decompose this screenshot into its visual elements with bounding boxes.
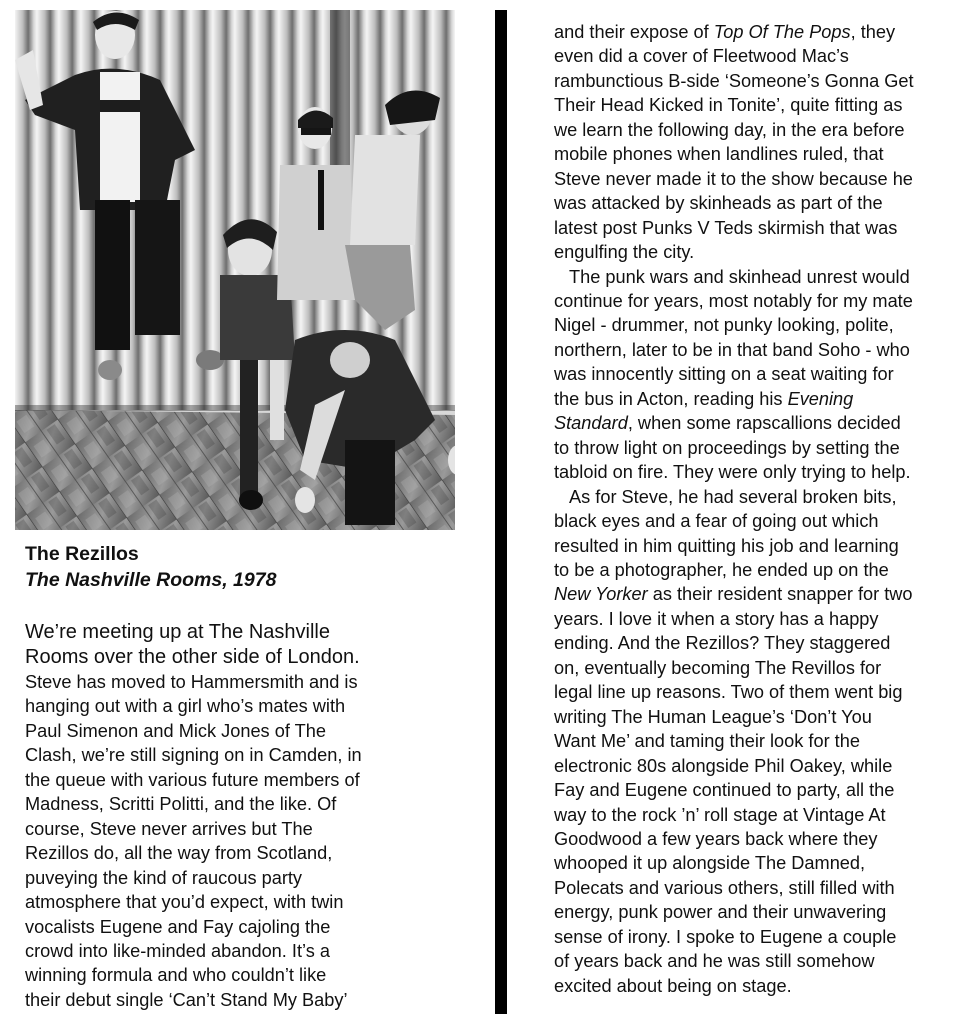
text-line: [554, 607, 954, 631]
text-segment: electronic 80s alongside Phil Oakey, while: [554, 755, 893, 776]
text-segment: Goodwood a few years back where they: [554, 828, 878, 849]
text-segment: the bus in Acton, reading his: [554, 388, 788, 409]
text-line: puveying the kind of raucous party: [25, 867, 303, 888]
text-line: [554, 949, 954, 973]
text-segment: Fay and Eugene continued to party, all the: [554, 780, 895, 801]
text-segment: tabloid on fire. They were only trying to help.: [554, 462, 911, 483]
text-line: [554, 754, 954, 778]
text-line: their debut single ‘Can’t Stand My Baby’: [25, 989, 348, 1010]
text-segment: , they: [850, 22, 896, 42]
text-line: [554, 705, 954, 729]
text-line: [554, 240, 954, 264]
text-segment: northern, later to be in that band Soho - who: [554, 339, 910, 360]
text-line: [554, 191, 954, 215]
text-line: [554, 411, 954, 435]
text-segment: latest post Punks V Teds skirmish that was: [554, 217, 898, 238]
text-segment: we learn the following day, in the era before: [554, 119, 905, 140]
lead-line: We’re meeting up at The Nashville: [25, 621, 330, 643]
text-line: [554, 680, 954, 704]
text-segment: Their Head Kicked in Tonite’, quite fitting as: [554, 95, 903, 116]
text-line: [554, 69, 954, 93]
photograph-icon: [15, 10, 455, 530]
text-segment: , when some rapscallions decided: [627, 413, 901, 434]
text-line: [554, 44, 954, 68]
text-line: [554, 876, 954, 900]
text-line: winning formula and who couldn’t like: [25, 965, 327, 986]
text-segment: way to the rock ’n’ roll stage at Vintage At: [554, 804, 886, 825]
text-segment: whooped it up alongside The Damned,: [554, 853, 866, 874]
text-line: [554, 778, 954, 802]
text-line: Clash, we’re still signing on in Camden, in: [25, 745, 362, 766]
text-segment: energy, punk power and their unwavering: [554, 902, 887, 923]
text-line: [554, 803, 954, 827]
left-column-text: [25, 620, 405, 1012]
text-segment: was innocently sitting on a seat waiting for: [554, 364, 894, 385]
text-line: [554, 142, 954, 166]
text-segment: Want Me’ and taming their look for the: [554, 731, 860, 752]
lead-line: Rooms over the other side of London.: [25, 646, 360, 668]
text-line: [554, 387, 954, 411]
text-line: [554, 925, 954, 949]
text-line: Paul Simenon and Mick Jones of The: [25, 720, 326, 741]
text-segment: black eyes and a fear of going out which: [554, 511, 879, 532]
text-line: course, Steve never arrives but The: [25, 818, 313, 839]
text-segment: ending. And the Rezillos? They staggered: [554, 633, 891, 654]
band-photo: [15, 10, 455, 530]
text-segment: to be a photographer, he ended up on the: [554, 559, 889, 580]
text-segment: legal line up reasons. Two of them went big: [554, 682, 903, 703]
text-segment: was attacked by skinheads as part of the: [554, 193, 883, 214]
text-segment: even did a cover of Fleetwood Mac’s: [554, 46, 849, 67]
text-line: [554, 93, 954, 117]
text-segment: rambunctious B-side ‘Someone’s Gonna Get: [554, 70, 914, 91]
text-line: [554, 631, 954, 655]
text-line: [554, 338, 954, 362]
text-line: [554, 582, 954, 606]
text-line: atmosphere that you’d expect, with twin: [25, 892, 344, 913]
italic-title: Evening: [787, 388, 854, 409]
italic-title: Top Of The Pops: [713, 22, 851, 42]
text-line: [554, 118, 954, 142]
text-segment: Steve never made it to the show because he: [554, 168, 913, 189]
text-line: [554, 20, 954, 44]
text-line: [554, 216, 954, 240]
text-segment: continue for years, most notably for my mate: [554, 290, 913, 311]
text-line: [554, 313, 954, 337]
text-line: [554, 485, 954, 509]
text-segment: As for Steve, he had several broken bits,: [569, 486, 897, 507]
text-line: Steve has moved to Hammersmith and is: [25, 672, 358, 692]
text-segment: and their expose of: [554, 22, 714, 42]
text-line: [554, 974, 954, 998]
caption-title: The Rezillos: [25, 543, 139, 565]
text-segment: mobile phones when landlines ruled, that: [554, 144, 884, 165]
text-line: [554, 900, 954, 924]
text-segment: on, eventually becoming The Revillos for: [554, 657, 882, 678]
text-segment: resulted in him quitting his job and learning: [554, 535, 899, 556]
italic-title: Standard: [554, 413, 628, 434]
right-column-text: [554, 20, 954, 998]
italic-title: New Yorker: [554, 584, 648, 605]
text-line: [554, 558, 954, 582]
text-line: [554, 167, 954, 191]
text-segment: Polecats and various others, still filled with: [554, 877, 895, 898]
text-line: [554, 362, 954, 386]
text-segment: writing The Human League’s ‘Don’t You: [554, 706, 872, 727]
text-line: [554, 827, 954, 851]
text-line: [554, 656, 954, 680]
text-segment: as their resident snapper for two: [647, 584, 913, 605]
text-line: [554, 265, 954, 289]
text-line: [554, 460, 954, 484]
text-line: [554, 289, 954, 313]
text-line: [554, 534, 954, 558]
caption-subtitle: The Nashville Rooms, 1978: [25, 569, 277, 591]
text-line: the queue with various future members of: [25, 769, 360, 790]
text-segment: excited about being on stage.: [554, 975, 792, 996]
text-line: [554, 436, 954, 460]
text-segment: years. I love it when a story has a happy: [554, 608, 879, 629]
text-line: hanging out with a girl who’s mates with: [25, 696, 346, 717]
text-segment: of years back and he was still somehow: [554, 951, 875, 972]
text-line: Madness, Scritti Politti, and the like. Of: [25, 794, 337, 815]
text-segment: The punk wars and skinhead unrest would: [569, 266, 910, 287]
text-segment: Nigel - drummer, not punky looking, polite,: [554, 315, 894, 336]
text-line: crowd into like-minded abandon. It’s a: [25, 940, 330, 961]
text-line: vocalists Eugene and Fay cajoling the: [25, 916, 331, 937]
column-divider: [495, 10, 507, 1014]
text-segment: engulfing the city.: [554, 242, 695, 263]
text-line: [554, 729, 954, 753]
text-segment: to throw light on proceedings by setting the: [554, 437, 900, 458]
text-line: [554, 851, 954, 875]
text-segment: sense of irony. I spoke to Eugene a couple: [554, 926, 897, 947]
text-line: Rezillos do, all the way from Scotland,: [25, 843, 333, 864]
text-line: [554, 509, 954, 533]
photo-caption: [25, 541, 455, 593]
